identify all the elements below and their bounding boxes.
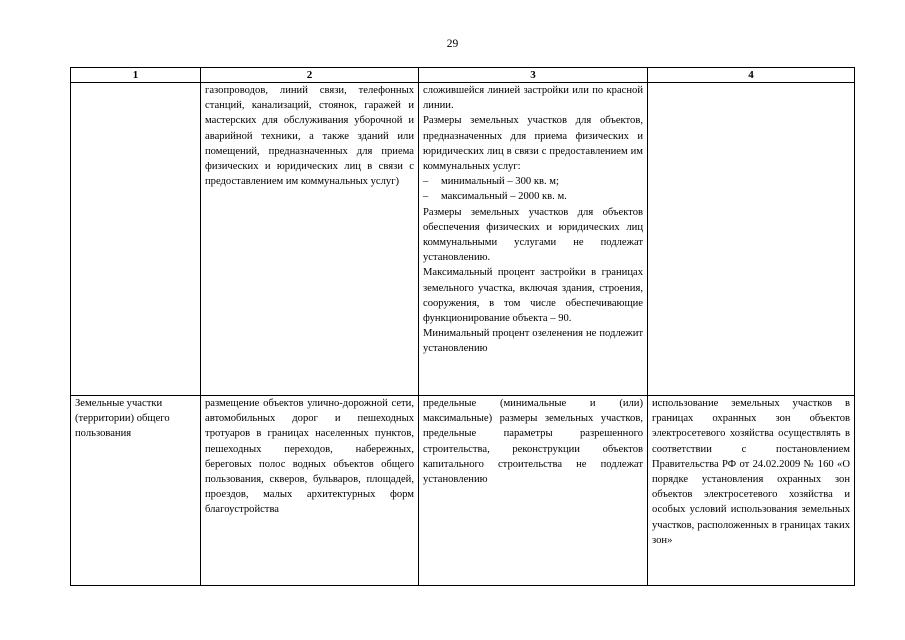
list-item	[423, 174, 643, 189]
column-header-4: 4	[648, 68, 855, 83]
parameters-paragraph: Минимальный процент озеленения не подлежит установлению	[423, 328, 643, 355]
parameters-paragraph: Размеры земельных участков для объектов, предназначенных для приема физических и юридических лиц в связи с предоставлением им коммунальных услуг:	[423, 115, 643, 173]
parameters-paragraph: Максимальный процент застройки в границах земельного участка, включая здания, строения, сооружения, в том числе обеспечивающие функционирование объекта – 90.	[423, 267, 643, 325]
table-row	[71, 396, 855, 586]
parameters-paragraph: сложившейся линией застройки или по красной линии.	[423, 85, 643, 112]
page-number: 29	[446, 38, 459, 50]
cell-land-type	[71, 83, 201, 396]
dash-marker: –	[423, 176, 429, 188]
cell-permitted-use: газопроводов, линий связи, телефонных станций, канализаций, стоянок, гаражей и мастерских для обслуживания уборочной и аварийной техники, а также зданий или помещений, предназначенных для приема физических и юридических лиц в связи с предоставлением им коммунальных услуг)	[201, 83, 419, 396]
list-item-text: минимальный – 300 кв. м;	[441, 176, 559, 188]
dash-marker: –	[423, 191, 429, 203]
column-header-3: 3	[419, 68, 648, 83]
cell-land-type: Земельные участки (территории) общего пользования	[71, 396, 201, 586]
parameters-paragraph: Размеры земельных участков для объектов обеспечения физических и юридических лиц коммунальными услугами не подлежат установлению.	[423, 206, 643, 264]
cell-restrictions: использование земельных участков в границах охранных зон объектов электросетевого хозяйства осуществлять в соответствии с постановлением Правительства РФ от 24.02.2009 № 160 «О порядке установления охранных зон объектов электросетевого хозяйства и особых условий использования земельных участков, расположенных в границах таких зон»	[648, 396, 855, 586]
table-header-row	[71, 68, 855, 83]
column-header-2: 2	[201, 68, 419, 83]
list-item	[423, 189, 643, 204]
table-row	[71, 83, 855, 396]
cell-parameters: предельные (минимальные и (или) максимальные) размеры земельных участков, предельные параметры разрешенного строительства, реконструкции объектов капитального строительства не подлежат установлению	[419, 396, 648, 586]
cell-permitted-use: размещение объектов улично-дорожной сети, автомобильных дорог и пешеходных тротуаров в границах населенных пунктов, пешеходных переходов, набережных, береговых полос водных объектов общего пользования, скверов, бульваров, площадей, проездов, малых архитектурных форм благоустройства	[201, 396, 419, 586]
zoning-regulations-table	[70, 67, 855, 586]
cell-parameters	[419, 83, 648, 396]
column-header-1: 1	[71, 68, 201, 83]
cell-restrictions	[648, 83, 855, 396]
list-item-text: максимальный – 2000 кв. м.	[441, 191, 567, 203]
